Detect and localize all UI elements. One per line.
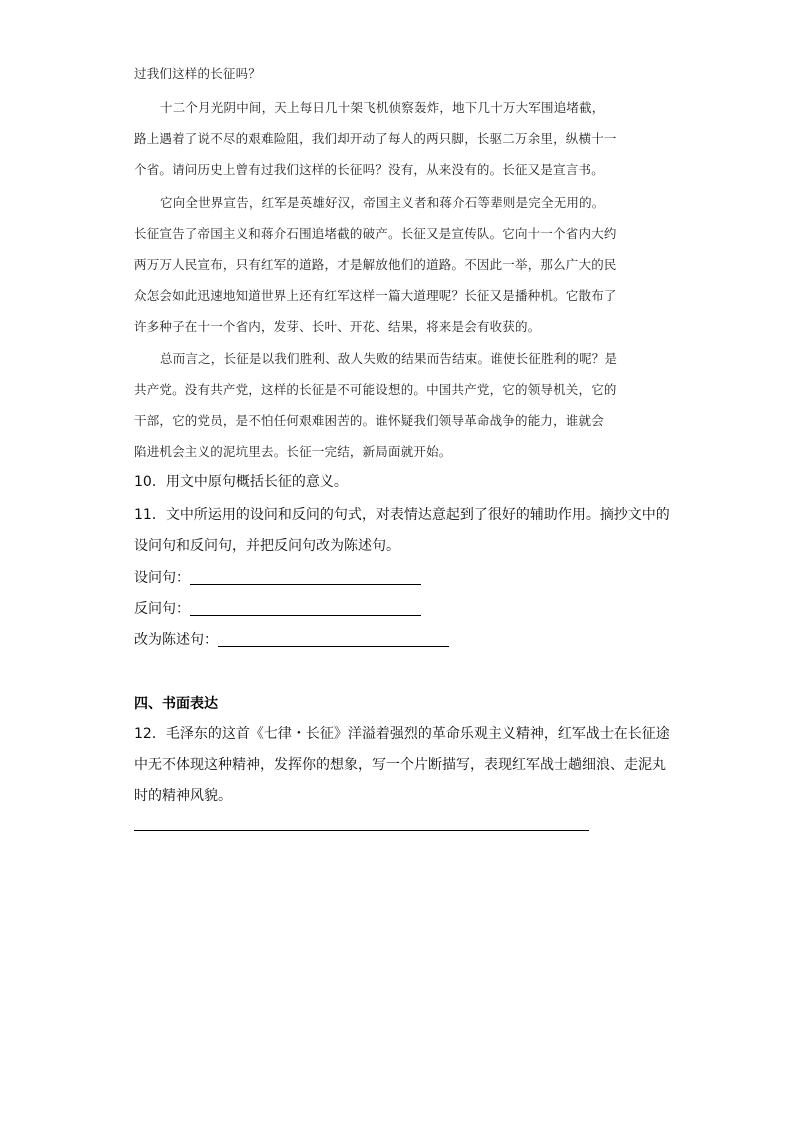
question-12-line-3: 时的精神风貌。 xyxy=(134,788,232,804)
passage-line-1: 过我们这样的长征吗？ xyxy=(134,66,262,81)
passage-line-7: 两万万人民宣布，只有红军的道路，才是解放他们的道路。不因此一举，那么广大的民 xyxy=(134,257,617,272)
passage-line-11: 共产党。没有共产党，这样的长征是不可能设想的。中国共产党，它的领导机关，它的 xyxy=(134,382,617,397)
rhetorical-reverse-row xyxy=(134,601,421,616)
passage-line-13: 陷进机会主义的泥坑里去。长征一完结，新局面就开始。 xyxy=(134,444,452,459)
statement-label: 改为陈述句： xyxy=(134,632,218,648)
rhetorical-reverse-answer-blank[interactable] xyxy=(190,601,421,616)
passage-line-2: 十二个月光阴中间，天上每日几十架飞机侦察轰炸，地下几十万大军围追堵截， xyxy=(160,100,605,115)
writing-answer-line[interactable] xyxy=(134,830,589,831)
passage-line-4: 个省。请问历史上曾有过我们这样的长征吗？没有，从来没有的。长征又是宣言书。 xyxy=(134,162,604,177)
question-12-line-1: 12．毛泽东的这首《七律・长征》洋溢着强烈的革命乐观主义精神，红军战士在长征途 xyxy=(134,726,670,742)
passage-line-10: 总而言之，长征是以我们胜利、敌人失败的结果而告结束。谁使长征胜利的呢？是 xyxy=(160,351,618,366)
question-11-line-1: 11．文中所运用的设问和反问的句式，对表情达意起到了很好的辅助作用。摘抄文中的 xyxy=(134,507,670,523)
section-4-heading: 四、书面表达 xyxy=(134,696,218,712)
passage-line-6: 长征宣告了帝国主义和蒋介石围追堵截的破产。长征又是宣传队。它向十一个省内大约 xyxy=(134,226,617,241)
question-11-line-2: 设问句和反问句，并把反问句改为陈述句。 xyxy=(134,538,400,554)
passage-line-12: 干部，它的党员，是不怕任何艰难困苦的。谁怀疑我们领导革命战争的能力，谁就会 xyxy=(134,413,604,428)
question-10: 10．用文中原句概括长征的意义。 xyxy=(134,474,348,490)
passage-line-3: 路上遇着了说不尽的艰难险阻，我们却开动了每人的两只脚，长驱二万余里，纵横十一 xyxy=(134,131,617,146)
question-12-line-2: 中无不体现这种精神，发挥你的想象，写一个片断描写，表现红军战士趟细浪、走泥丸 xyxy=(134,757,666,773)
passage-line-8: 众怎会如此迅速地知道世界上还有红军这样一篇大道理呢？长征又是播种机。它散布了 xyxy=(134,288,617,303)
statement-answer-blank[interactable] xyxy=(218,632,449,647)
statement-row xyxy=(134,632,449,647)
rhetorical-question-label: 设问句： xyxy=(134,570,190,586)
passage-line-5: 它向全世界宣告，红军是英雄好汉，帝国主义者和蒋介石等辈则是完全无用的。 xyxy=(160,195,605,210)
passage-line-9: 许多种子在十一个省内，发芽、长叶、开花、结果，将来是会有收获的。 xyxy=(134,319,541,334)
rhetorical-reverse-label: 反问句： xyxy=(134,601,190,617)
rhetorical-question-answer-blank[interactable] xyxy=(190,570,421,585)
rhetorical-question-row xyxy=(134,570,421,585)
